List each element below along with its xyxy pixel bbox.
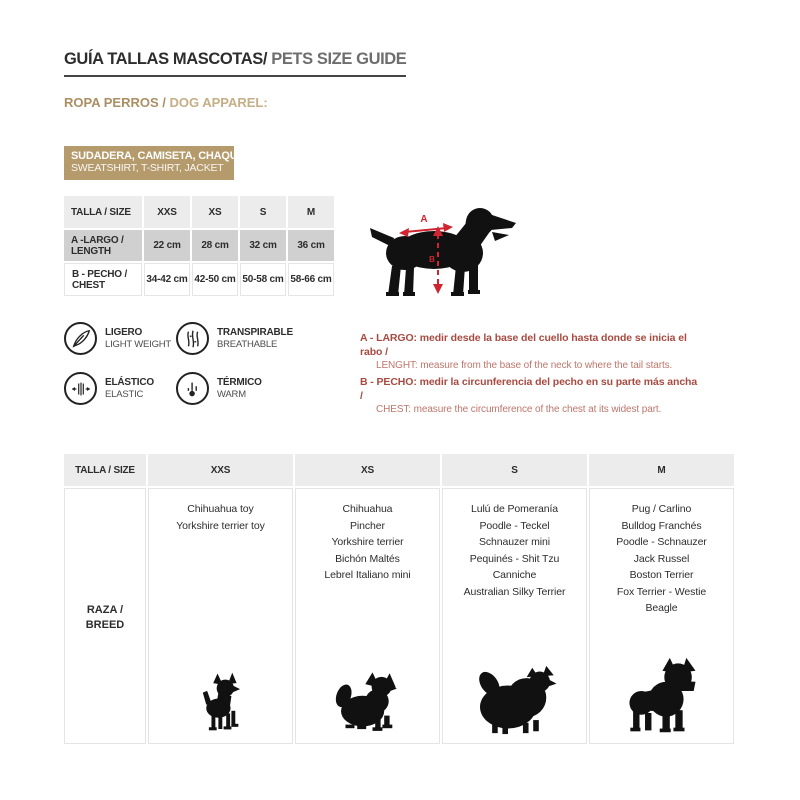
feature-name-en: LIGHT WEIGHT bbox=[105, 339, 172, 350]
breed-column-xs bbox=[295, 488, 440, 744]
breed-header-xxs: XXS bbox=[148, 454, 293, 486]
breed-column-xxs bbox=[148, 488, 293, 744]
measuring-instructions bbox=[360, 331, 700, 419]
feature-breathable bbox=[176, 322, 293, 355]
chest-xxs: 34-42 cm bbox=[144, 263, 190, 296]
breed-list-xxs bbox=[176, 501, 265, 534]
size-table-header-s: S bbox=[240, 196, 286, 228]
note-b-spanish: B - PECHO: medir la circunferencia del pecho en su parte más ancha / bbox=[360, 376, 698, 402]
breed-entry: Fox Terrier - Westie bbox=[616, 585, 707, 598]
note-a-english: LENGHT: measure from the base of the neck to where the tail starts. bbox=[376, 360, 673, 371]
note-a-spanish: A - LARGO: medir desde la base del cuello hasta donde se inicia el rabo / bbox=[360, 332, 687, 358]
breed-header-xs: XS bbox=[295, 454, 440, 486]
subtitle-english: DOG APPAREL: bbox=[169, 95, 268, 110]
breed-entry: Pug / Carlino bbox=[631, 503, 692, 515]
feature-name-en: BREATHABLE bbox=[217, 339, 278, 350]
breed-entry: Pincher bbox=[350, 519, 385, 532]
feature-warm bbox=[176, 372, 262, 405]
breed-entry: Boston Terrier bbox=[629, 569, 694, 581]
breed-entry: Poodle - Schnauzer bbox=[616, 536, 707, 548]
label-a: A bbox=[420, 214, 428, 225]
breed-header-s: S bbox=[442, 454, 587, 486]
breed-header-talla: TALLA / SIZE bbox=[64, 454, 146, 486]
pomeranian-silhouette bbox=[470, 665, 560, 735]
product-category-spanish: SUDADERA, CAMISETA, CHAQUETA/ bbox=[71, 150, 261, 162]
size-table-header-xs: XS bbox=[192, 196, 238, 228]
length-xxs: 22 cm bbox=[144, 230, 190, 261]
chest-s: 50-58 cm bbox=[240, 263, 286, 296]
breed-entry: Poodle - Teckel bbox=[479, 519, 550, 532]
product-category-box bbox=[64, 146, 261, 180]
french-bulldog-silhouette bbox=[618, 657, 706, 735]
subtitle-spanish: ROPA PERROS / bbox=[64, 95, 170, 110]
dog-measurement-diagram bbox=[368, 198, 528, 305]
feature-name-es: ELÁSTICO bbox=[105, 377, 154, 388]
fabric-features bbox=[64, 322, 334, 422]
breed-entry: Australian Silky Terrier bbox=[463, 585, 566, 598]
breed-size-table bbox=[64, 454, 734, 744]
elastic-icon bbox=[64, 372, 97, 405]
long-haired-chihuahua-silhouette bbox=[332, 671, 404, 735]
chest-row-label: B - PECHO / CHEST bbox=[64, 263, 142, 296]
size-table-header-xxs: XXS bbox=[144, 196, 190, 228]
feature-name-en: WARM bbox=[217, 389, 246, 400]
page-title-text bbox=[64, 50, 406, 77]
breed-entry: Bichón Maltés bbox=[335, 552, 400, 565]
breed-entry: Yorkshire terrier bbox=[331, 536, 404, 548]
breed-entry: Lulú de Pomeranía bbox=[470, 503, 558, 515]
breed-entry: Canniche bbox=[492, 569, 537, 581]
breed-list-m bbox=[616, 501, 706, 617]
size-table-header-talla: TALLA / SIZE bbox=[64, 196, 142, 228]
feature-elastic bbox=[64, 372, 154, 405]
title-english: PETS SIZE GUIDE bbox=[267, 50, 407, 68]
breed-entry: Lebrel Italiano mini bbox=[324, 569, 411, 581]
feature-name-en: ELASTIC bbox=[105, 389, 144, 400]
length-s: 32 cm bbox=[240, 230, 286, 261]
length-row-label: A -LARGO / LENGTH bbox=[64, 230, 142, 261]
breed-header-m: M bbox=[589, 454, 734, 486]
breed-column-s bbox=[442, 488, 587, 744]
feather-icon bbox=[64, 322, 97, 355]
breathable-icon bbox=[176, 322, 209, 355]
thermometer-icon bbox=[176, 372, 209, 405]
section-subtitle bbox=[64, 95, 268, 110]
breed-entry: Bulldog Franchés bbox=[621, 519, 702, 532]
breed-entry: Chihuahua toy bbox=[187, 503, 254, 515]
breed-entry: Yorkshire terrier toy bbox=[176, 519, 265, 532]
feature-name-es: TRANSPIRABLE bbox=[217, 327, 293, 338]
chest-m: 58-66 cm bbox=[288, 263, 334, 296]
note-b-english: CHEST: measure the circumference of the chest at its widest part. bbox=[376, 404, 662, 415]
breed-list-xs bbox=[324, 501, 410, 584]
feature-name-es: TÉRMICO bbox=[217, 377, 262, 388]
title-spanish: GUÍA TALLAS MASCOTAS/ bbox=[64, 50, 268, 68]
breed-entry: Pequinés - Shit Tzu bbox=[469, 552, 560, 565]
size-measurement-table bbox=[64, 196, 334, 296]
breed-column-m bbox=[589, 488, 734, 744]
breed-entry: Chihuahua bbox=[342, 503, 393, 515]
size-table-header-m: M bbox=[288, 196, 334, 228]
breed-row-label: RAZA / BREED bbox=[64, 488, 146, 744]
breed-list-s bbox=[464, 501, 566, 600]
product-category-english: SWEATSHIRT, T-SHIRT, JACKET bbox=[71, 162, 224, 174]
feature-name-es: LIGERO bbox=[105, 327, 143, 338]
length-xs: 28 cm bbox=[192, 230, 238, 261]
label-b: B bbox=[429, 255, 435, 264]
breed-entry: Schnauzer mini bbox=[479, 536, 550, 548]
chest-xs: 42-50 cm bbox=[192, 263, 238, 296]
page-title bbox=[64, 50, 406, 77]
labrador-silhouette bbox=[368, 198, 528, 300]
chihuahua-silhouette bbox=[195, 671, 247, 735]
breed-entry: Beagle bbox=[645, 602, 678, 614]
breed-entry: Jack Russel bbox=[633, 552, 690, 565]
feature-lightweight bbox=[64, 322, 171, 355]
length-m: 36 cm bbox=[288, 230, 334, 261]
